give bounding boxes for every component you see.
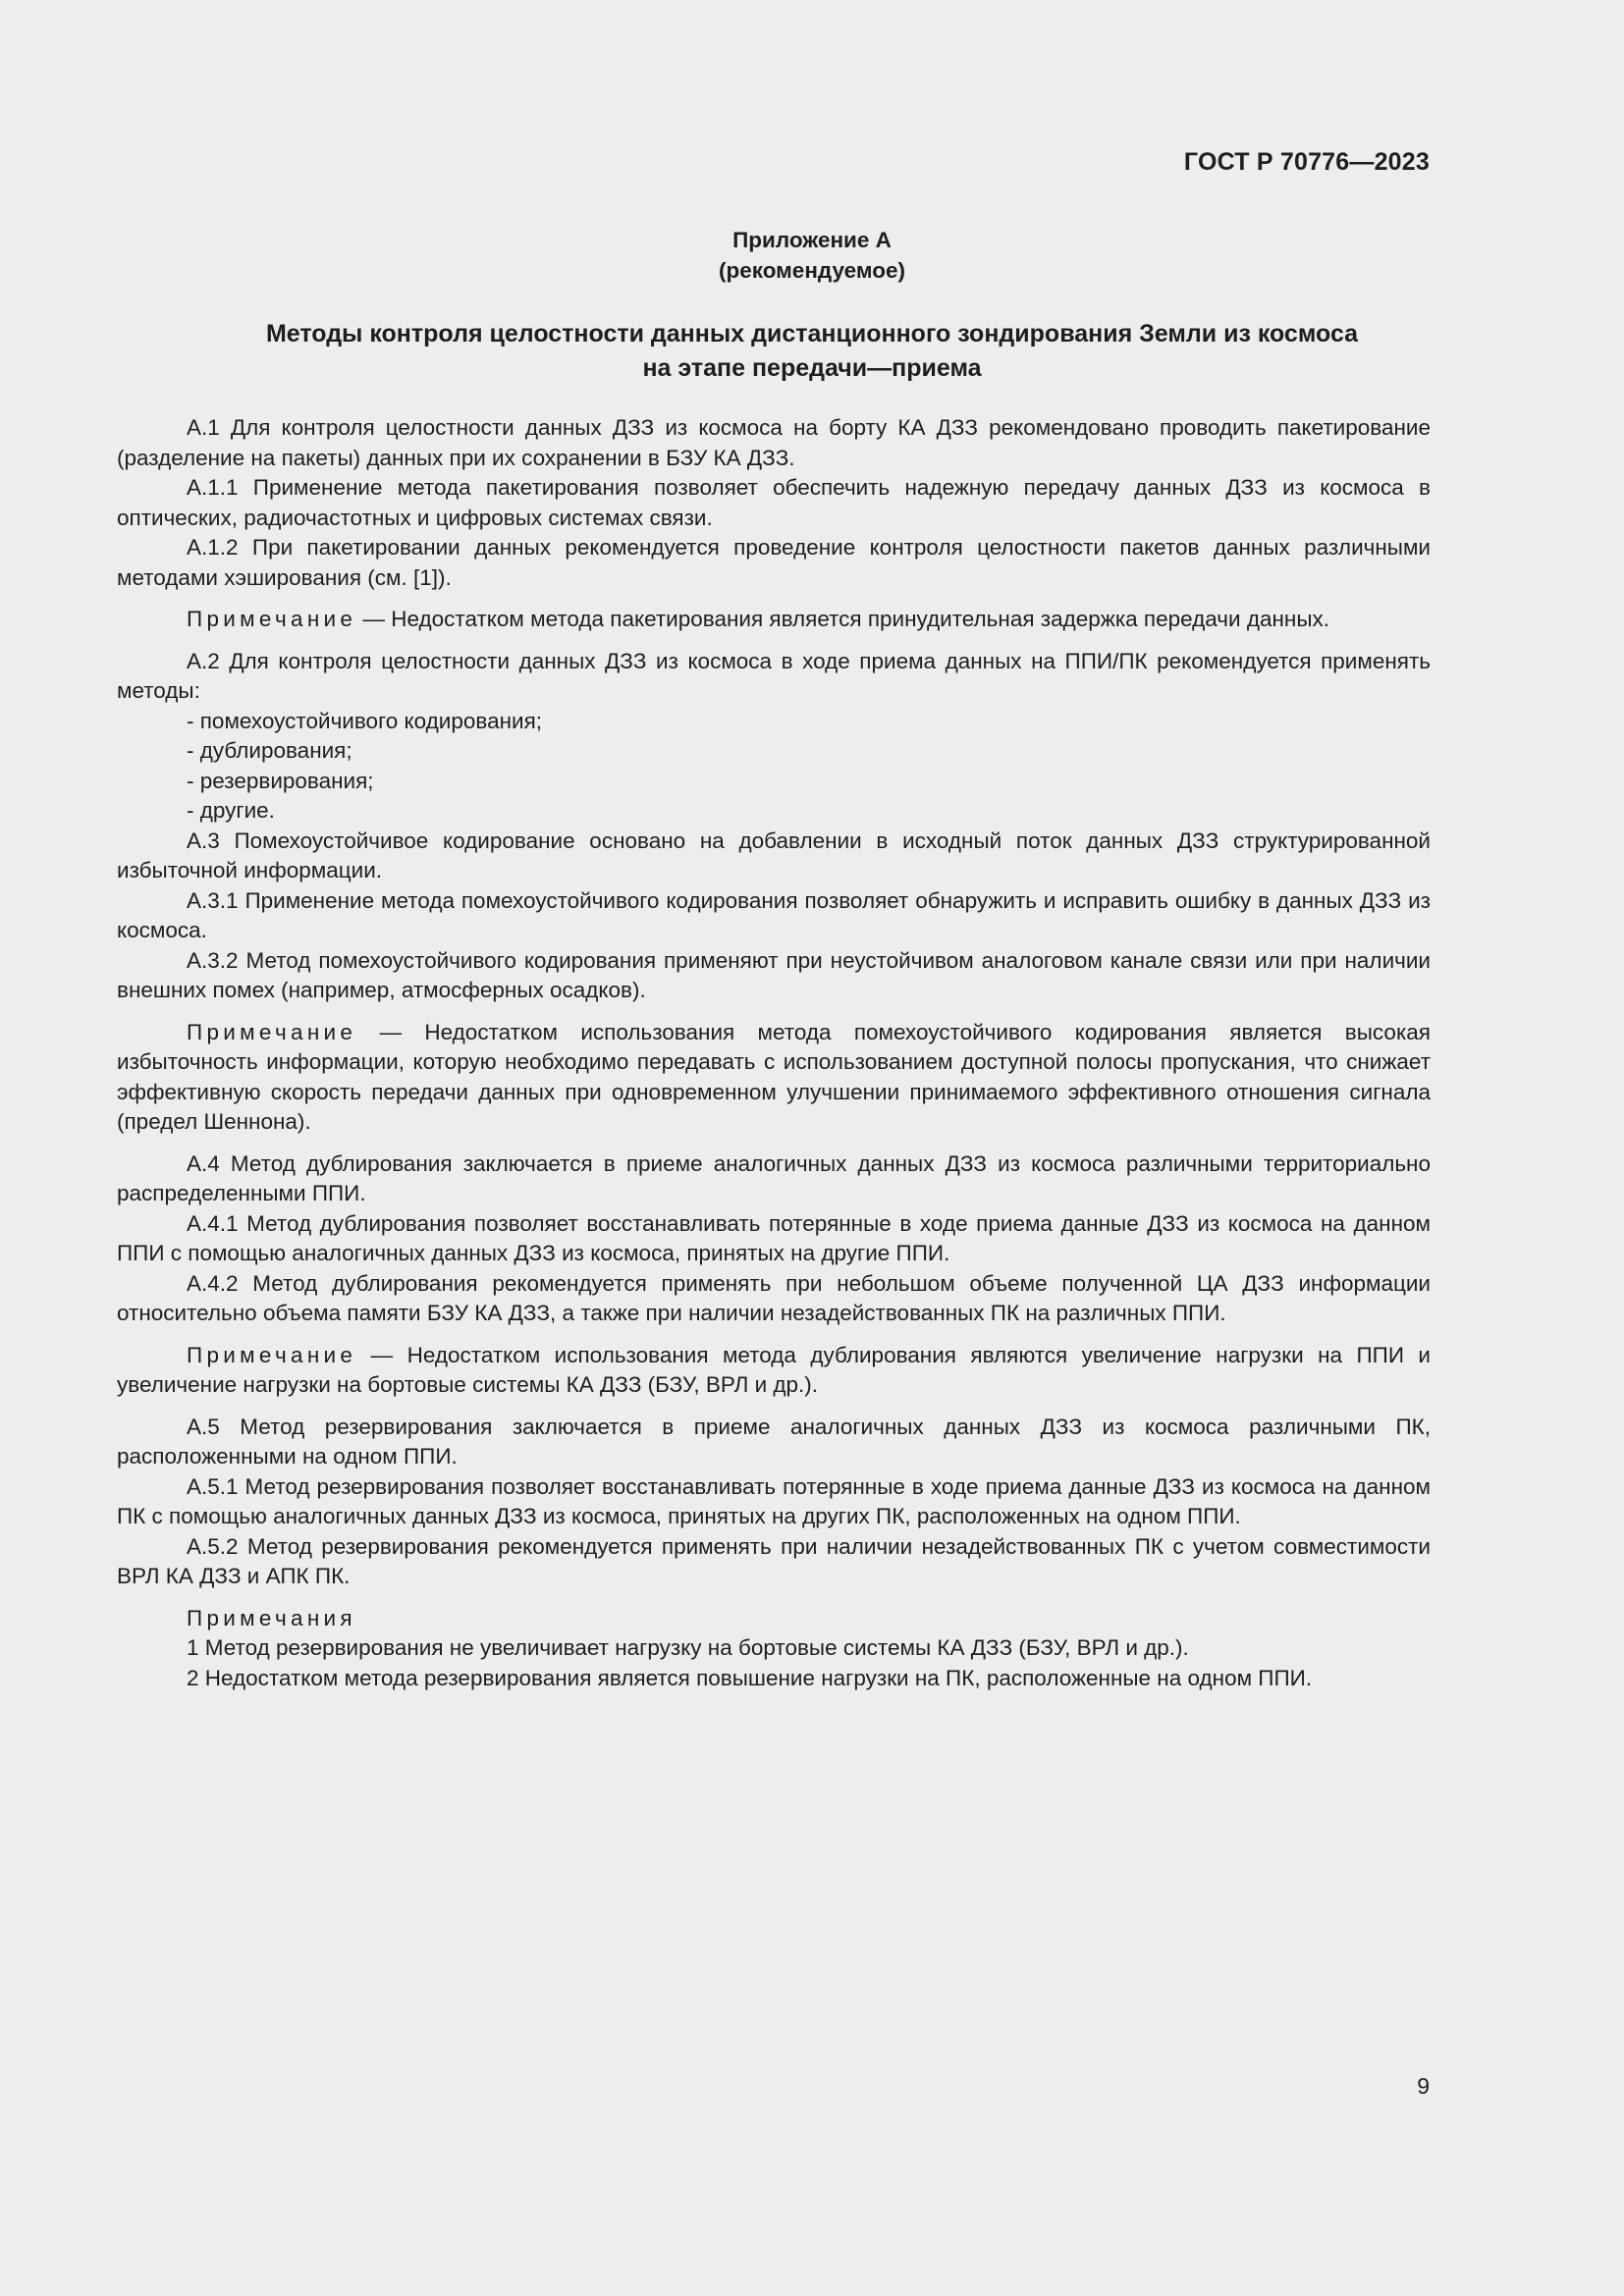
- notes-label: Примечания: [187, 1605, 356, 1630]
- note-item: 2 Недостатком метода резервирования является повышение нагрузки на ПК, расположенные на одном ППИ.: [187, 1665, 1313, 1690]
- note-3: [117, 1341, 1431, 1401]
- clause-a1-1: А.1.1 Применение метода пакетирования позволяет обеспечить надежную передачу данных ДЗЗ из космоса в оптических, радиочастотных и цифровых системах связи.: [117, 475, 1431, 530]
- standard-designation: ГОСТ Р 70776—2023: [1183, 148, 1430, 176]
- page-number: 9: [1417, 2073, 1430, 2099]
- appendix-heading: [0, 225, 1624, 286]
- clause-a3-2: А.3.2 Метод помехоустойчивого кодирования применяют при неустойчивом аналоговом канале связи или при наличии внешних помех (например, атмосферных осадков).: [117, 947, 1431, 1002]
- appendix-title: [0, 317, 1624, 386]
- clause-a4-1: А.4.1 Метод дублирования позволяет восстанавливать потерянные в ходе приема данные ДЗЗ из космоса на данном ППИ с помощью аналогичных данных ДЗЗ из космоса, принятых на другие ППИ.: [117, 1210, 1431, 1265]
- list-item: - помехоустойчивого кодирования;: [187, 708, 543, 733]
- appendix-name: Приложение А: [732, 228, 892, 252]
- clause-a3-1: А.3.1 Применение метода помехоустойчивого кодирования позволяет обнаружить и исправить ошибку в данных ДЗЗ из космоса.: [117, 887, 1431, 942]
- title-line-2: на этапе передачи—приема: [642, 354, 982, 382]
- note-3-text: — Недостатком использования метода дублирования являются увеличение нагрузки на ППИ и увеличение нагрузки на бортовые системы КА ДЗЗ (БЗУ, ВРЛ и др.).: [117, 1342, 1431, 1397]
- clause-a2: А.2 Для контроля целостности данных ДЗЗ из космоса в ходе приема данных на ППИ/ПК рекомендуется применять методы:: [117, 648, 1431, 703]
- note-label: Примечание: [187, 1342, 357, 1367]
- clause-a1: А.1 Для контроля целостности данных ДЗЗ из космоса на борту КА ДЗЗ рекомендовано проводить пакетирование (разделение на пакеты) данных при их сохранении в БЗУ КА ДЗЗ.: [117, 415, 1431, 470]
- note-2-text: — Недостатком использования метода помехоустойчивого кодирования является высокая избыточность информации, которую необходимо передавать с использованием доступной полосы пропускания, что снижает эффективную скорость передачи данных при одновременном улучшении принимаемого эффективного отношения сигнала (предел Шеннона).: [117, 1019, 1431, 1134]
- clause-a1-2: А.1.2 При пакетировании данных рекомендуется проведение контроля целостности пакетов данных различными методами хэширования (см. [1]).: [117, 535, 1431, 590]
- note-item: 1 Метод резервирования не увеличивает нагрузку на бортовые системы КА ДЗЗ (БЗУ, ВРЛ и др.).: [187, 1635, 1189, 1660]
- list-item: - резервирования;: [187, 768, 374, 793]
- clause-a5: А.5 Метод резервирования заключается в приеме аналогичных данных ДЗЗ из космоса различными ПК, расположенными на одном ППИ.: [117, 1414, 1431, 1468]
- clause-a4-2: А.4.2 Метод дублирования рекомендуется применять при небольшом объеме полученной ЦА ДЗЗ информации относительно объема памяти БЗУ КА ДЗЗ, а также при наличии незадействованных ПК на различных ППИ.: [117, 1270, 1431, 1325]
- notes-heading: [117, 1604, 1431, 1634]
- clause-a5-2: А.5.2 Метод резервирования рекомендуется применять при наличии незадействованных ПК с учетом совместимости ВРЛ КА ДЗЗ и АПК ПК.: [117, 1533, 1431, 1588]
- note-label: Примечание: [187, 1019, 357, 1044]
- document-body: [117, 413, 1431, 1693]
- clause-a3: А.3 Помехоустойчивое кодирование основано на добавлении в исходный поток данных ДЗЗ структурированной избыточной информации.: [117, 828, 1431, 882]
- list-item: - другие.: [187, 798, 275, 823]
- note-label: Примечание: [187, 607, 357, 631]
- clause-a5-1: А.5.1 Метод резервирования позволяет восстанавливать потерянные в ходе приема данные ДЗЗ из космоса на данном ПК с помощью аналогичных данных ДЗЗ из космоса, принятых на других ПК, расположенных на одном ППИ.: [117, 1473, 1431, 1528]
- clause-a4: А.4 Метод дублирования заключается в приеме аналогичных данных ДЗЗ из космоса различными территориально распределенными ППИ.: [117, 1150, 1431, 1205]
- list-item: - дублирования;: [187, 738, 352, 763]
- title-line-1: Методы контроля целостности данных дистанционного зондирования Земли из космоса: [265, 320, 1359, 347]
- note-1: [117, 605, 1431, 635]
- note-2: [117, 1018, 1431, 1138]
- note-1-text: — Недостатком метода пакетирования является принудительная задержка передачи данных.: [356, 607, 1330, 631]
- appendix-kind: (рекомендуемое): [719, 258, 905, 283]
